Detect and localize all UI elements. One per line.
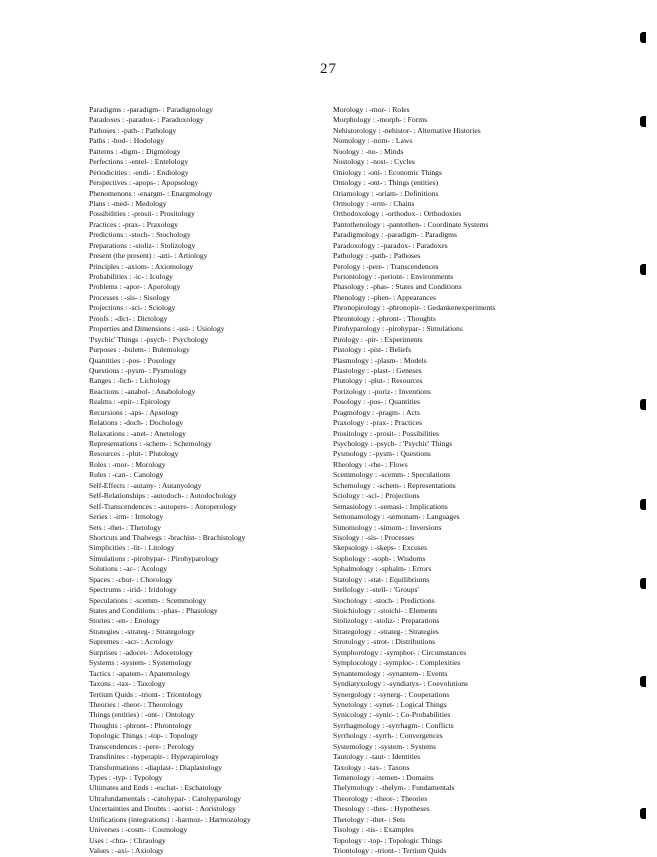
right-index-entry: Periontology : -periont- : Environments (333, 272, 454, 281)
right-index-entry: Nostology : -nost- : Cycles (333, 157, 415, 167)
left-index-entry: Spectrums : -irid- : Iridology (89, 585, 177, 595)
left-index-entry: Relaxations : -anet- : Anetology (89, 428, 187, 438)
left-index-entry: Thoughts : -phront- : Phrontology (89, 720, 192, 730)
right-index-entry: Plastology : -plast- : Geneses (333, 365, 422, 375)
right-index-entry: Praxology : -prax- : Practices (333, 418, 422, 428)
left-index-entry: Simplicities : -lit- : Litology (89, 543, 175, 553)
margin-binding-mark (640, 399, 646, 410)
left-index-entry: Theories : -theor- : Theorology (89, 699, 184, 709)
right-index-entry: Perology : -pere- : Transcendences (333, 261, 439, 271)
right-index-entry: Symphorology : -symphor- : Circumstances (333, 647, 467, 657)
right-index-entry: Syrrhology : -syrrh- : Convergences (333, 731, 443, 741)
left-index-entry: Properties and Dimensions : -usi- : Usiology (89, 324, 225, 334)
right-index-entry: Oniology : -oni- : Economic Things (333, 167, 442, 177)
right-index-entry: Porizology : -poriz- : Inventions (333, 386, 431, 396)
left-index-entry: Self-Transcendences : -autopere- : Autoperology (89, 501, 237, 511)
left-index-entry: Phenomenons : -enargm- : Enargmology (89, 188, 213, 198)
left-index-entry: Systems : -system- : Systemology (89, 658, 192, 668)
left-index-entry: Preparations : -stoliz- : Stolizology (89, 240, 196, 250)
left-index-entry: Projections : -sci- : Sciology (89, 303, 176, 313)
margin-binding-mark (640, 116, 646, 127)
right-index-entry: Simomology : -simom- : Inversions (333, 522, 442, 532)
margin-binding-mark (640, 499, 646, 510)
right-index-entry: Synicology : -synic- : Co-Probabilities (333, 710, 451, 720)
left-index-entry: Paradoxes : -paradox- : Paradoxology (89, 115, 204, 125)
right-index-entry: Paradoxology : -paradox- : Paradoxes (333, 240, 448, 250)
left-index-entry: Probabilities : -ic- : Icology (89, 272, 173, 281)
left-index-entry: Things (entities) : -ont- : Ontology (89, 710, 195, 720)
left-index-entry: Ultimates and Ends : -eschat- : Eschatology (89, 783, 222, 793)
left-index-entry: Patterns : -digm- : Digmology (89, 146, 181, 156)
right-index-entry: Pathology : -path- : Pathoses (333, 251, 421, 261)
right-index-entry: Pirohyparology : -pirohypar- : Simulations (333, 324, 463, 334)
left-index-entry: Possibilities : -prosit- : Prositology (89, 209, 195, 219)
left-index-entry: Pathoses : -path- : Pathology (89, 125, 177, 135)
left-index-entry: Unifications (integrations) : -harmoz- : Harmozology (89, 814, 251, 824)
right-index-entry: Synantemology : -synantem- : Events (333, 668, 448, 678)
left-index-entry: Perspectives : -apops- : Apopsology (89, 178, 199, 188)
right-index-entry: Morology : -mor- : Roles (333, 105, 410, 114)
right-index-entry: Paradigmology : -paradigm- : Paradigms (333, 230, 458, 240)
right-index-entry: Orthodoxology : -orthodox- : Orthodoxies (333, 209, 462, 219)
left-index-entry: Tertium Quids : -triont- : Triontology (89, 689, 203, 699)
left-index-entry: Uses : -chra- : Chraology (89, 835, 166, 845)
right-index-entry: Morphology : -morph- : Forms (333, 115, 428, 125)
left-index-entry: Topologic Things : -top- : Topology (89, 731, 198, 741)
left-index-entry: Self-Effects : -autany- : Autanyology (89, 480, 202, 490)
right-index-entry: Scemmology : -scemm- : Speculations (333, 470, 451, 480)
left-index-entry: Proofs : -dict- : Dictology (89, 313, 168, 323)
left-index-entry: Supremes : -acr- : Acrology (89, 637, 174, 647)
right-index-entry: Sophology : -soph- : Wisdoms (333, 553, 426, 563)
right-index-entry: Tisology : -tis- : Examples (333, 825, 414, 835)
left-index-entry: Ultrafundamentals : -catohypar- : Catohyparology (89, 793, 242, 803)
right-column-index (333, 105, 633, 857)
left-index-entry: Solutions : -ac- : Acology (89, 564, 168, 574)
margin-binding-mark (640, 808, 646, 819)
right-index-entry: Strotology : -strot- : Distributions (333, 637, 436, 647)
right-index-entry: Psychology : -psych- : 'Psychic' Things (333, 439, 453, 448)
left-index-entry: Values : -axi- : Axiology (89, 846, 164, 856)
left-index-entry: Self-Relationships : -autodoch- : Autodochology (89, 491, 237, 501)
left-index-entry: Surprises : -adocet- : Adocetology (89, 647, 193, 657)
left-index-entry: Recursions : -aps- : Apsology (89, 407, 179, 417)
right-index-entry: Thelymology : -thelym- : Fundamentals (333, 783, 455, 793)
right-index-entry: Temenology : -temen- : Domains (333, 773, 434, 782)
left-index-entry: Roles : -mor- : Morology (89, 459, 166, 469)
right-index-entry: Pirology : -pir- : Experiments (333, 334, 423, 344)
margin-binding-mark (640, 578, 646, 589)
right-index-entry: Oriamology : -oriam- : Definitions (333, 188, 439, 198)
right-index-entry: Pysmology : -pysm- : Questions (333, 449, 431, 459)
left-index-entry: Paths : -hod- : Hodology (89, 136, 165, 146)
left-index-entry: Taxons : -tax- : Taxology (89, 679, 166, 689)
right-index-entry: Nomology : -nom- : Laws (333, 136, 413, 146)
right-index-entry: Ormology : -orm- : Chains (333, 198, 415, 208)
right-index-entry: Stoichiology : -stoichi- : Elements (333, 606, 438, 615)
margin-binding-mark (640, 32, 646, 43)
left-index-entry: Realms : -epir- : Epirology (89, 397, 171, 407)
left-index-entry: Questions : -pysm- : Pysmology (89, 365, 187, 375)
left-index-entry: Sets : -thet- : Thetology (89, 522, 161, 532)
left-index-entry: Simulations : -pirohypar- : Pirohyparology (89, 553, 219, 563)
right-index-entry: Tautology : -taut- : Identities (333, 752, 421, 762)
right-index-entry: Pragmology : -pragm- : Acts (333, 407, 420, 417)
left-index-entry: Reactions : -anabol- : Anabolology (89, 386, 196, 396)
right-index-entry: Phronopirology : -phronopir- : Gedankenexperiments (333, 303, 496, 313)
right-index-entry: Triontology : -triont- : Tertium Quids (333, 846, 447, 856)
right-index-entry: Semonamology : -semonam- : Languages (333, 512, 460, 522)
right-index-entry: Stellology : -stell- : 'Groups' (333, 585, 419, 595)
right-index-entry: Sciology : -sci- : Projections (333, 491, 420, 501)
right-index-entry: Nehistorology : -nehistor- : Alternative Histories (333, 125, 481, 135)
left-index-entry: Tactics : -apatem- : Apatemology (89, 668, 191, 678)
left-index-entry: Present (the present) : -arti- : Artiology (89, 251, 208, 261)
left-index-entry: Types : -typ- : Typology (89, 773, 163, 782)
right-index-entry: Phrontology : -phront- : Thoughts (333, 313, 436, 323)
right-index-entry: Syrrhagmology : -syrrhagm- : Conflicts (333, 720, 454, 730)
left-index-entry: Principles : -axiom- : Axiomology (89, 261, 194, 271)
right-index-entry: Thetology : -thet- : Sets (333, 814, 406, 824)
right-index-entry: Phasology : -phas- : States and Conditions (333, 282, 462, 292)
right-index-entry: Phenology : -phen- : Appearances (333, 292, 436, 302)
right-index-entry: Symplocology : -symploc- : Complexities (333, 658, 461, 668)
left-index-entry: Purposes : -bulem- : Bulemology (89, 345, 190, 355)
left-index-entry: Practices : -prax- : Praxology (89, 219, 178, 229)
right-index-entry: Statology : -stat- : Equilibriums (333, 574, 430, 584)
left-index-entry: Quantities : -pos- : Posology (89, 355, 176, 365)
right-index-entry: Prositology : -prosit- : Possibilities (333, 428, 439, 438)
left-index-entry: Transformations : -diaplast- : Diaplastology (89, 762, 223, 772)
margin-binding-mark (640, 264, 646, 275)
margin-binding-mark (640, 676, 646, 687)
left-index-entry: Relations : -doch- : Dochology (89, 418, 184, 428)
right-index-entry: Stolizology : -stoliz- : Preparations (333, 616, 440, 626)
left-index-entry: Uncertainties and Doubts : -aorist- : Aoristology (89, 804, 236, 814)
right-index-entry: Posology : -pos- : Quantities (333, 397, 420, 407)
right-index-entry: Synetology : -synet- : Logical Things (333, 699, 447, 709)
right-index-entry: Schemology : -schem- : Representations (333, 480, 456, 490)
left-index-entry: Problems : -apor- : Aporology (89, 282, 181, 292)
left-index-entry: Representations : -schem- : Schemology (89, 439, 212, 448)
left-index-entry: Resources : -plut- : Plutology (89, 449, 179, 459)
right-index-entry: Rheology : -rhe- : Flows (333, 459, 408, 469)
right-index-entry: Plutology : -plut- : Resources (333, 376, 423, 386)
left-index-entry: Predictions : -stoch- : Stochology (89, 230, 191, 240)
right-index-entry: Pistology : -pist- : Beliefs (333, 345, 412, 355)
left-index-entry: Stories : -en- : Enology (89, 616, 160, 626)
left-index-entry: Spaces : -chor- : Chorology (89, 574, 173, 584)
right-index-entry: Syndiatyxology : -syndiatyx- : Coevolutions (333, 679, 468, 689)
right-index-entry: Thesology : -thes- : Hypotheses (333, 804, 430, 814)
right-index-entry: Sisology : -sis- : Processes (333, 532, 415, 542)
left-index-entry: Strategies : -strateg- : Strategology (89, 626, 195, 636)
left-index-entry: Ranges : -lich- : Lichology (89, 376, 171, 386)
left-index-entry: Speculations : -scemm- : Scemmology (89, 595, 207, 605)
left-index-entry: Transfinites : -hyperapir- : Hyperapirology (89, 752, 219, 762)
page-number: 27 (320, 61, 337, 77)
left-index-entry: 'Psychic' Things : -psych- : Psychology (89, 334, 209, 344)
left-index-entry: Perfections : -entel- : Entelology (89, 157, 189, 167)
right-index-entry: Systemology : -system- : Systems (333, 741, 436, 751)
left-index-entry: Shortcuts and Thalwegs : -brachist- : Brachistology (89, 532, 246, 542)
right-index-entry: Synergology : -synerg- : Cooperations (333, 689, 450, 699)
right-index-entry: Sphalmology : -sphalm- : Errors (333, 564, 432, 574)
left-index-entry: Series : -irm- : Irmology (89, 512, 164, 522)
right-index-entry: Stochology : -stoch- : Predictions (333, 595, 435, 605)
left-index-entry: Paradigms : -paradigm- : Paradigmology (89, 105, 214, 114)
right-index-entry: Noology : -no- : Minds (333, 146, 404, 156)
left-index-entry: Universes : -cosm- : Cosmology (89, 825, 188, 835)
left-index-entry: Periodicities : -endi- : Endiology (89, 167, 189, 177)
left-column-index (89, 105, 329, 857)
left-index-entry: Plans : -med- : Medology (89, 198, 167, 208)
left-index-entry: Rules : -can- : Canology (89, 470, 164, 480)
right-index-entry: Semasiology : -semasi- : Implications (333, 501, 448, 511)
left-index-entry: Transcendences : -pere- : Perology (89, 741, 195, 751)
right-index-entry: Pantothenology : -pantothen- : Coordinate Systems (333, 219, 489, 229)
right-index-entry: Strategology : -strateg- : Strategies (333, 626, 439, 636)
right-index-entry: Plasmology : -plasm- : Models (333, 355, 427, 365)
right-index-entry: Theorology : -theor- : Theories (333, 793, 428, 803)
right-index-entry: Ontology : -ont- : Things (entities) (333, 178, 439, 188)
right-index-entry: Skepsology : -skeps- : Excuses (333, 543, 428, 553)
left-index-entry: States and Conditions : -phas- : Phasology (89, 606, 218, 615)
left-index-entry: Processes : -sis- : Sisology (89, 292, 171, 302)
right-index-entry: Topology : -top- : Topologic Things (333, 835, 442, 845)
right-index-entry: Taxology : -tax- : Taxons (333, 762, 410, 772)
